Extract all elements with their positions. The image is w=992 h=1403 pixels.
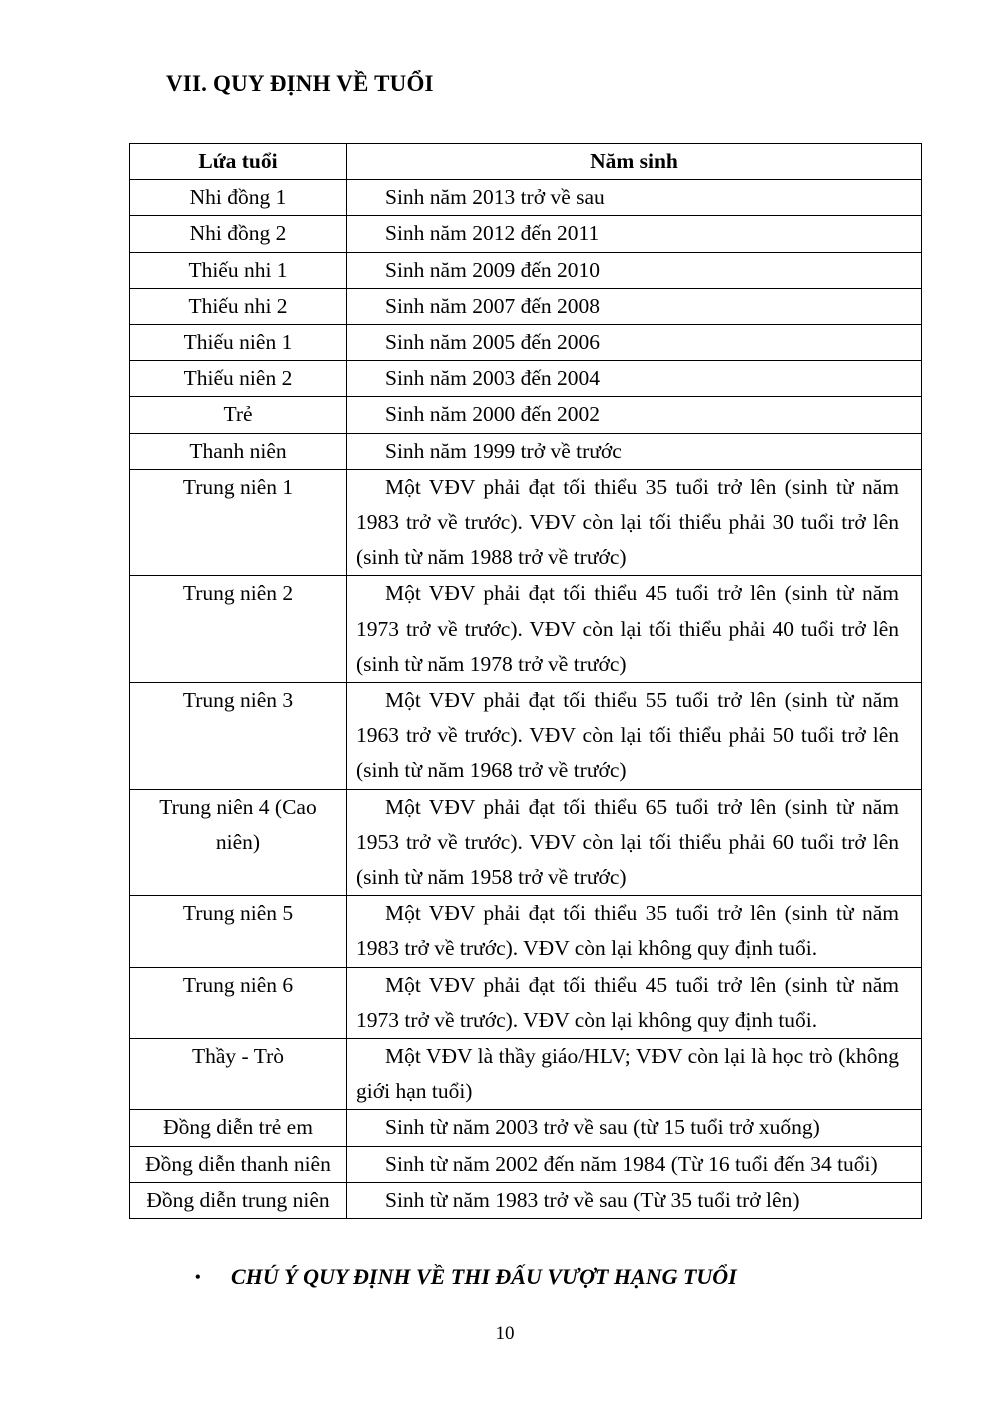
table-header-row <box>130 144 922 180</box>
age-group-cell: Nhi đồng 1 <box>130 180 347 216</box>
age-group-cell: Trung niên 2 <box>130 576 347 683</box>
birth-year-cell: Sinh năm 2000 đến 2002 <box>347 397 922 433</box>
age-category-table <box>129 143 922 1219</box>
table-row <box>130 433 922 469</box>
column-header-age-group: Lứa tuổi <box>130 144 347 180</box>
table-row <box>130 252 922 288</box>
age-group-cell: Trung niên 1 <box>130 469 347 576</box>
table-row <box>130 1146 922 1182</box>
page-number: 10 <box>495 1323 515 1344</box>
birth-year-cell: Sinh năm 2005 đến 2006 <box>347 325 922 361</box>
table-row <box>130 325 922 361</box>
table-row <box>130 469 922 576</box>
age-group-cell: Trung niên 5 <box>130 896 347 967</box>
table-row <box>130 1182 922 1218</box>
age-group-cell: Trung niên 6 <box>130 967 347 1038</box>
section-heading: VII. QUY ĐỊNH VỀ TUỔI <box>166 71 434 96</box>
birth-year-cell: Một VĐV là thầy giáo/HLV; VĐV còn lại là học trò (không giới hạn tuổi) <box>347 1039 922 1110</box>
age-group-cell: Đồng diễn trẻ em <box>130 1110 347 1146</box>
age-group-cell: Thiếu nhi 2 <box>130 288 347 324</box>
table-row <box>130 789 922 896</box>
note-text: CHÚ Ý QUY ĐỊNH VỀ THI ĐẤU VƯỢT HẠNG TUỔI <box>231 1264 737 1289</box>
birth-year-cell: Sinh năm 1999 trở về trước <box>347 433 922 469</box>
birth-year-cell: Một VĐV phải đạt tối thiểu 35 tuổi trở lên (sinh từ năm 1983 trở về trước). VĐV còn lại không quy định tuổi. <box>347 896 922 967</box>
age-group-cell: Đồng diễn thanh niên <box>130 1146 347 1182</box>
age-group-cell: Thanh niên <box>130 433 347 469</box>
table-row <box>130 216 922 252</box>
birth-year-cell: Sinh năm 2013 trở về sau <box>347 180 922 216</box>
bullet-icon: • <box>195 1269 201 1286</box>
birth-year-cell: Sinh năm 2009 đến 2010 <box>347 252 922 288</box>
age-group-cell: Thiếu nhi 1 <box>130 252 347 288</box>
birth-year-cell: Một VĐV phải đạt tối thiểu 65 tuổi trở lên (sinh từ năm 1953 trở về trước). VĐV còn lại tối thiểu phải 60 tuổi trở lên (sinh từ năm 1958 trở về trước) <box>347 789 922 896</box>
column-header-birth-year: Năm sinh <box>347 144 922 180</box>
table-row <box>130 361 922 397</box>
table-row <box>130 180 922 216</box>
birth-year-cell: Một VĐV phải đạt tối thiểu 55 tuổi trở lên (sinh từ năm 1963 trở về trước). VĐV còn lại tối thiểu phải 50 tuổi trở lên (sinh từ năm 1968 trở về trước) <box>347 683 922 790</box>
table-row <box>130 967 922 1038</box>
birth-year-cell: Một VĐV phải đạt tối thiểu 45 tuổi trở lên (sinh từ năm 1973 trở về trước). VĐV còn lại tối thiểu phải 40 tuổi trở lên (sinh từ năm 1978 trở về trước) <box>347 576 922 683</box>
table-row <box>130 576 922 683</box>
table-row <box>130 288 922 324</box>
birth-year-cell: Một VĐV phải đạt tối thiểu 45 tuổi trở lên (sinh từ năm 1973 trở về trước). VĐV còn lại không quy định tuổi. <box>347 967 922 1038</box>
table-row <box>130 1110 922 1146</box>
birth-year-cell: Sinh năm 2012 đến 2011 <box>347 216 922 252</box>
birth-year-cell: Sinh năm 2007 đến 2008 <box>347 288 922 324</box>
age-group-cell: Trung niên 4 (Cao niên) <box>130 789 347 896</box>
age-group-cell: Trung niên 3 <box>130 683 347 790</box>
age-group-cell: Đồng diễn trung niên <box>130 1182 347 1218</box>
birth-year-cell: Sinh từ năm 2003 trở về sau (từ 15 tuổi trở xuống) <box>347 1110 922 1146</box>
age-group-cell: Nhi đồng 2 <box>130 216 347 252</box>
age-group-cell: Thiếu niên 1 <box>130 325 347 361</box>
age-group-cell: Trẻ <box>130 397 347 433</box>
table-row <box>130 397 922 433</box>
table-row <box>130 1039 922 1110</box>
age-group-cell: Thiếu niên 2 <box>130 361 347 397</box>
age-group-cell: Thầy - Trò <box>130 1039 347 1110</box>
birth-year-cell: Sinh năm 2003 đến 2004 <box>347 361 922 397</box>
birth-year-cell: Sinh từ năm 2002 đến năm 1984 (Từ 16 tuổi đến 34 tuổi) <box>347 1146 922 1182</box>
birth-year-cell: Một VĐV phải đạt tối thiểu 35 tuổi trở lên (sinh từ năm 1983 trở về trước). VĐV còn lại tối thiểu phải 30 tuổi trở lên (sinh từ năm 1988 trở về trước) <box>347 469 922 576</box>
birth-year-cell: Sinh từ năm 1983 trở về sau (Từ 35 tuổi trở lên) <box>347 1182 922 1218</box>
note-heading <box>195 1262 737 1293</box>
table-row <box>130 896 922 967</box>
table-row <box>130 683 922 790</box>
